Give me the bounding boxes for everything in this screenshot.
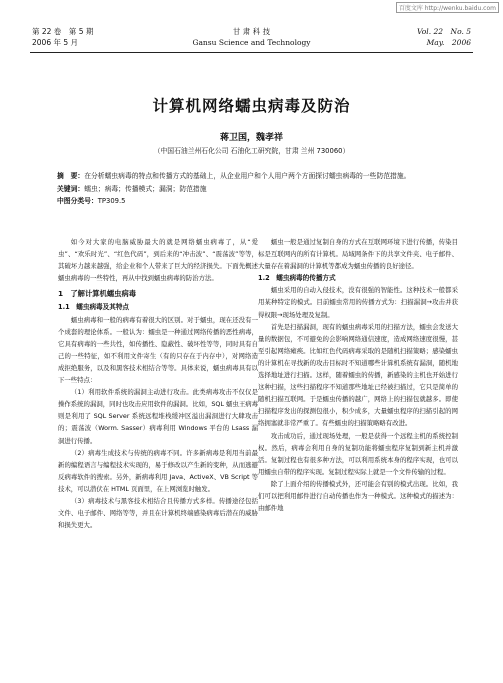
paragraph-propagation-mode: 蠕虫采用的自动入侵技术，没有很强的智能性。这种技术一般都采用某种特定的模式。目前蠕虫常用的传播方式为：扫描漏洞→攻击并获得权限→现场处理及复制。 <box>258 286 458 319</box>
watermark: 百度文库 http://wenku.baidu.com <box>396 2 499 13</box>
keywords-label: 关键词： <box>57 184 85 193</box>
paragraph-attack: 攻击成功后，通过现场处理，一般是获得一个远程主机的系统控制权。然后，病毒会利用自身的复制功能将蠕虫程序复制到新主机并激活。复制过程也有很多种方法，可以利用系统本身的程序实现，也可以用蠕虫自带的程序实现。复制过程实际上就是一个文件传输的过程。 <box>258 431 458 476</box>
classification-number: TP309.5 <box>97 197 126 205</box>
publication-month: May. 2006 <box>426 38 471 47</box>
classification-label: 中图分类号： <box>57 197 98 205</box>
article-title: 计算机网络蠕虫病毒及防治 <box>152 97 351 115</box>
volume-issue: 第 22 卷 第 5 期 <box>32 27 94 36</box>
journal-name-en: Gansu Science and Technology <box>192 38 311 47</box>
abstract-label: 摘 要： <box>57 172 85 180</box>
journal-name-cn: 甘 肃 科 技 <box>232 27 271 36</box>
paragraph-propagation-env: 蠕虫一般是通过复制自身的方式在互联网环境下进行传播，传染目标是互联网内的所有计算机。局域网条件下的共享文件夹、电子邮件、大量存在着漏洞的计算机等都成为蠕虫传播的良好途径。 <box>258 238 458 271</box>
classification <box>57 195 457 208</box>
section-1-2-heading: 1.2 蠕虫病毒的传播方式 <box>258 274 336 283</box>
author-affiliation: （中国石油兰州石化公司 石油化工研究院，甘肃 兰州 730060） <box>153 147 350 155</box>
section-1-1-heading: 1.1 蠕虫病毒及其特点 <box>58 303 130 312</box>
paragraph-scanning: 首先是扫描漏洞，现有的蠕虫病毒采用的扫描方法，蠕虫会发送大量的数据包，不可避免的会影响网络通信速度，造成网络速度很慢，甚至引起网络瘫痪。比如红色代码病毒采取的是随机扫描策略；感染蠕虫的计算机在寻找新的攻击目标时不知道哪些计算机系统有漏洞，随机地选择地址进行扫描。这样，随着蠕虫的传播，新感染的主机也开始进行这种扫描，这些扫描程序不知道那些地址已经被扫描过，它只是简单的随机扫描互联网。于是蠕虫传播的越广，网络上的扫描包就越多。即使扫描程序发出的探测包很小，积少成多，大量蠕虫程序的扫描引起的网络拥塞就非常严重了。有些蠕虫的扫描策略略有改进。 <box>258 322 458 428</box>
abstract-block <box>57 170 457 208</box>
paragraph-worm-features: 蠕虫病毒和一般的病毒有着很大的区别。对于蠕虫，现在还没有一个成套的理论体系。一般认为：蠕虫是一种通过网络传播的恶性病毒，它具有病毒的一些共性，如传播性、隐蔽性、破坏性等等，同时具有自己的一些特征，如不利用文件寄生（有的只存在于内存中），对网络造成拒绝服务，以及和黑客技术相结合等等。具体来说，蠕虫病毒具有以下一些特点： <box>58 315 258 385</box>
paragraph-other-modes: 除了上面介绍的传播模式外，还可能会有别的模式出现。比如，我们可以把利用邮件进行自动传播也作为一种模式。这种模式的描述为：由邮件地 <box>258 479 458 513</box>
paragraph-feature-1: （1）利用软件系统的漏洞主动进行攻击。此类病毒攻击不仅仅是操作系统的漏洞，同时也攻击应用软件的漏洞。比如，SQL 蠕虫王病毒则是利用了 SQL Server 系统远程堆栈缓冲区溢出漏洞进行大肆攻击的；震荡波（Worm. Sasser）病毒利用 Windows 平台的 Lsass 漏洞进行传播。 <box>58 388 259 445</box>
keywords-text: 蠕虫；病毒；传播模式；漏洞；防范措施 <box>84 184 207 193</box>
left-column <box>58 236 258 531</box>
abstract <box>57 170 457 183</box>
section-1-heading: 1 了解计算机蠕虫病毒 <box>58 289 137 299</box>
journal-name <box>30 26 473 48</box>
paragraph-feature-3: （3）病毒技术与黑客技术相结合且传播方式多样。传播途径包括文件、电子邮件、网络等等，并且在计算机终端感染病毒后潜在的威胁和损失更大。 <box>58 496 258 530</box>
right-column <box>258 236 458 514</box>
volume-info <box>417 26 471 48</box>
intro-paragraph: 如今对大家的电脑威胁最大的就是网络蠕虫病毒了，从“爱虫”、“欢乐时光”、“红色代码”，到后来的“冲击波”、“震荡波”等等，其破坏力越来越强，给企业和个人带来了巨大的经济损失。下面先概述蠕虫病毒的一些特性，再从中找到蠕虫病毒的防治方法。 <box>58 238 258 283</box>
keywords <box>57 183 457 196</box>
paragraph-feature-2: （2）病毒生成技术与传统的病毒不同。许多新病毒是利用当前最新的编程语言与编程技术实现的，易于修改以产生新的变种，从而逃避反病毒软件的搜索。另外，新病毒利用 Java、ActiveX、VB Script 等技术，可以潜伏在 HTML 页面里，在上网浏览时触发。 <box>58 448 258 493</box>
volume-number: Vol. 22 No. 5 <box>417 27 471 36</box>
issue-date: 2006 年 5 月 <box>32 38 79 47</box>
journal-header <box>30 26 473 53</box>
abstract-text: 在分析蠕虫病毒的特点和传播方式的基础上，从企业用户和个人用户两个方面探讨蠕虫病毒的一些防范措施。 <box>84 172 411 180</box>
article-authors: 蒋卫国，魏孝祥 <box>219 133 283 143</box>
